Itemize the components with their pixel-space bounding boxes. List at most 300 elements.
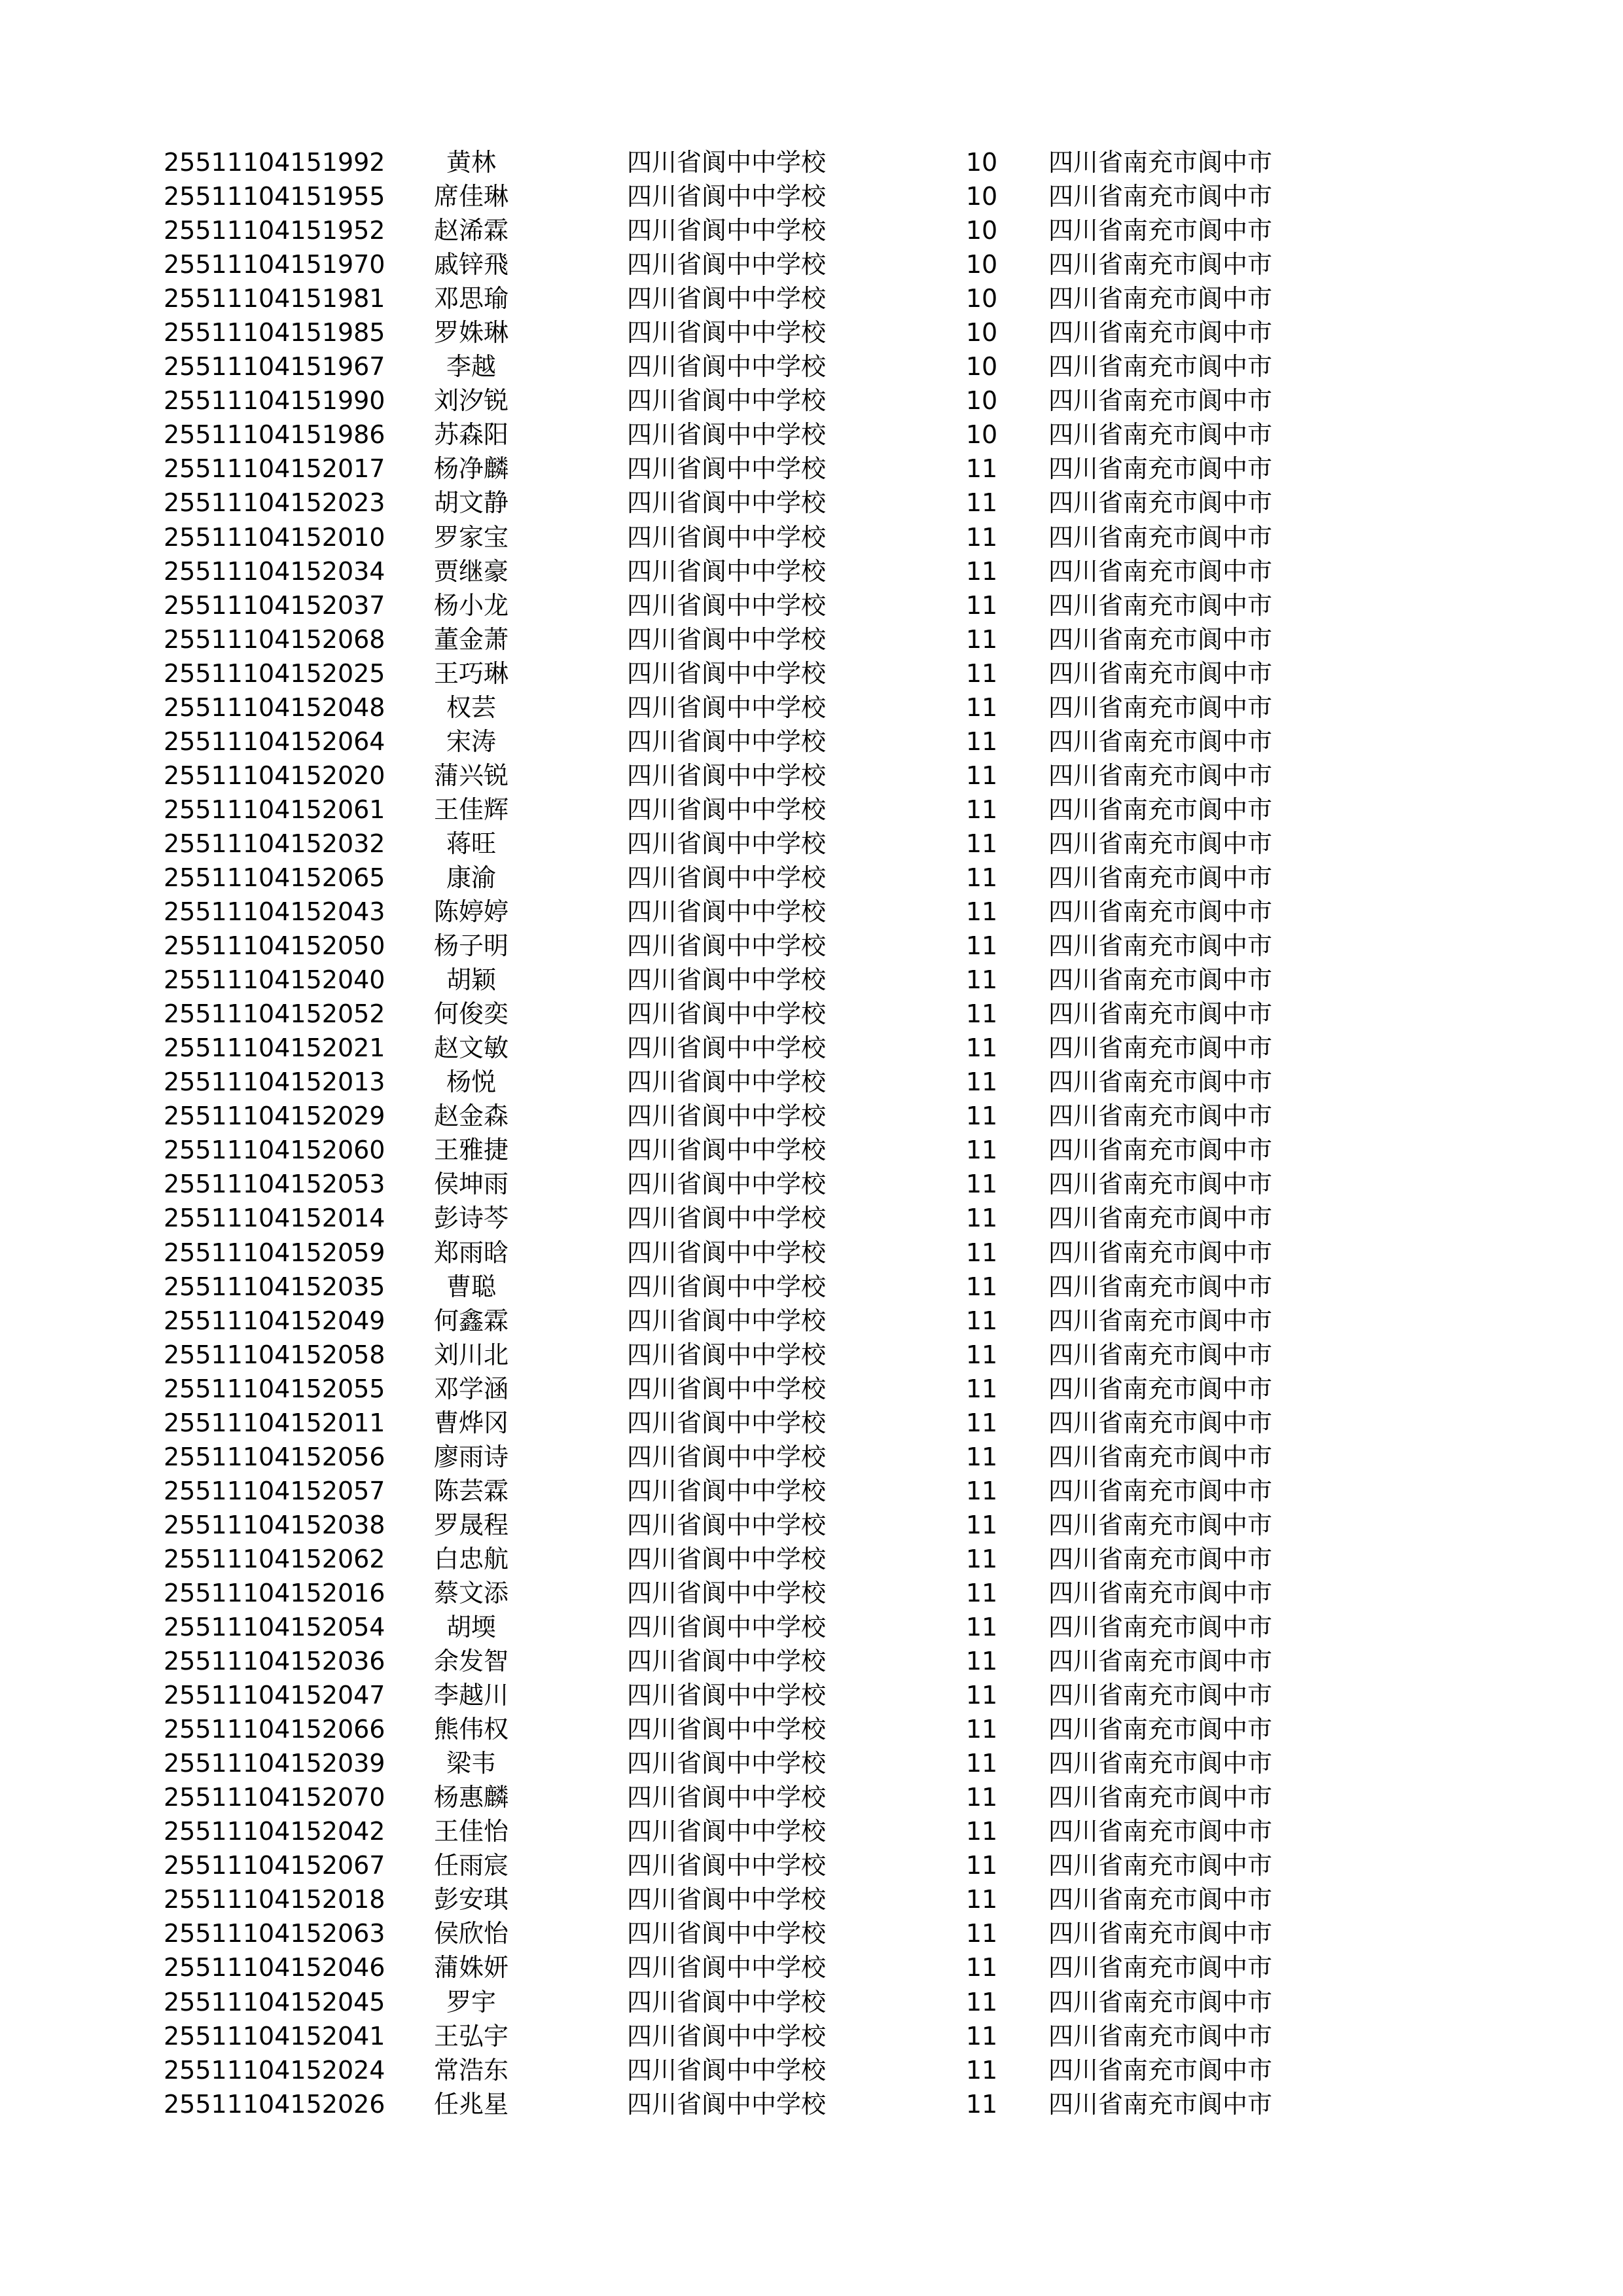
- candidate-id-cell: 25511104152052: [164, 999, 385, 1029]
- region-cell: 四川省南充市阆中市: [1048, 1749, 1273, 1778]
- table-row: [0, 793, 1623, 827]
- table-row: [0, 486, 1623, 520]
- grade-cell: 11: [965, 1170, 998, 1199]
- region-cell: 四川省南充市阆中市: [1048, 1578, 1273, 1607]
- table-row: [0, 145, 1623, 179]
- candidate-id-cell: 25511104152062: [164, 1544, 385, 1573]
- candidate-id-cell: 25511104151955: [164, 182, 385, 211]
- table-row: [0, 1099, 1623, 1133]
- grade-cell: 11: [965, 1715, 998, 1744]
- table-row: [0, 179, 1623, 213]
- candidate-id-cell: 25511104152056: [164, 1442, 385, 1471]
- student-name-cell: 赵金森: [433, 1102, 508, 1131]
- candidate-id-cell: 25511104152058: [164, 1340, 385, 1369]
- student-name-cell: 罗姝琳: [433, 318, 508, 348]
- student-name-cell: 胡文静: [433, 488, 508, 518]
- candidate-id-cell: 25511104152053: [164, 1170, 385, 1199]
- grade-cell: 11: [965, 1374, 998, 1403]
- region-cell: 四川省南充市阆中市: [1048, 1851, 1273, 1880]
- table-row: [0, 1644, 1623, 1678]
- region-cell: 四川省南充市阆中市: [1048, 1033, 1273, 1063]
- candidate-id-cell: 25511104152070: [164, 1783, 385, 1812]
- student-name-cell: 权芸: [446, 692, 496, 722]
- grade-cell: 11: [965, 1783, 998, 1812]
- school-cell: 四川省阆中中学校: [627, 1681, 827, 1710]
- grade-cell: 11: [965, 1851, 998, 1880]
- candidate-id-cell: 25511104152013: [164, 1067, 385, 1097]
- candidate-id-cell: 25511104152046: [164, 1953, 385, 1982]
- candidate-id-cell: 25511104151952: [164, 216, 385, 245]
- student-name-cell: 侯坤雨: [433, 1170, 508, 1199]
- region-cell: 四川省南充市阆中市: [1048, 1817, 1273, 1846]
- student-name-cell: 赵浠霖: [433, 216, 508, 245]
- region-cell: 四川省南充市阆中市: [1048, 1102, 1273, 1131]
- table-row: [0, 1542, 1623, 1576]
- grade-cell: 11: [965, 897, 998, 927]
- school-cell: 四川省阆中中学校: [627, 1715, 827, 1744]
- table-row: [0, 1133, 1623, 1167]
- region-cell: 四川省南充市阆中市: [1048, 488, 1273, 518]
- table-row: [0, 827, 1623, 861]
- table-row: [0, 2019, 1623, 2053]
- grade-cell: 11: [965, 1953, 998, 1982]
- student-name-cell: 康渝: [446, 863, 496, 892]
- student-name-cell: 陈芸霖: [433, 1476, 508, 1505]
- table-row: [0, 1338, 1623, 1372]
- grade-cell: 11: [965, 1033, 998, 1063]
- school-cell: 四川省阆中中学校: [627, 1442, 827, 1471]
- candidate-id-cell: 25511104152026: [164, 2089, 385, 2119]
- grade-cell: 11: [965, 1238, 998, 1267]
- school-cell: 四川省阆中中学校: [627, 1613, 827, 1642]
- table-row: [0, 1474, 1623, 1508]
- student-name-cell: 郑雨晗: [433, 1238, 508, 1267]
- candidate-id-cell: 25511104152063: [164, 1919, 385, 1948]
- school-cell: 四川省阆中中学校: [627, 1578, 827, 1607]
- grade-cell: 11: [965, 1681, 998, 1710]
- candidate-id-cell: 25511104152039: [164, 1749, 385, 1778]
- table-row: [0, 725, 1623, 759]
- school-cell: 四川省阆中中学校: [627, 1783, 827, 1812]
- candidate-id-cell: 25511104152064: [164, 726, 385, 756]
- region-cell: 四川省南充市阆中市: [1048, 420, 1273, 450]
- grade-cell: 10: [965, 386, 998, 416]
- grade-cell: 11: [965, 1442, 998, 1471]
- school-cell: 四川省阆中中学校: [627, 1238, 827, 1267]
- grade-cell: 11: [965, 931, 998, 961]
- candidate-id-cell: 25511104152036: [164, 1647, 385, 1676]
- table-row: [0, 759, 1623, 793]
- region-cell: 四川省南充市阆中市: [1048, 318, 1273, 348]
- student-name-cell: 贾继豪: [433, 556, 508, 586]
- student-name-cell: 罗宇: [446, 1987, 496, 2017]
- region-cell: 四川省南充市阆中市: [1048, 352, 1273, 382]
- grade-cell: 11: [965, 1272, 998, 1301]
- candidate-id-cell: 25511104152014: [164, 1204, 385, 1233]
- region-cell: 四川省南充市阆中市: [1048, 1408, 1273, 1437]
- school-cell: 四川省阆中中学校: [627, 897, 827, 927]
- candidate-id-cell: 25511104152010: [164, 522, 385, 552]
- school-cell: 四川省阆中中学校: [627, 454, 827, 484]
- student-name-cell: 王巧琳: [433, 658, 508, 688]
- grade-cell: 11: [965, 522, 998, 552]
- grade-cell: 11: [965, 829, 998, 858]
- candidate-id-cell: 25511104152054: [164, 1613, 385, 1642]
- school-cell: 四川省阆中中学校: [627, 250, 827, 279]
- region-cell: 四川省南充市阆中市: [1048, 522, 1273, 552]
- table-row: [0, 1270, 1623, 1304]
- candidate-id-cell: 25511104152049: [164, 1306, 385, 1335]
- region-cell: 四川省南充市阆中市: [1048, 965, 1273, 995]
- region-cell: 四川省南充市阆中市: [1048, 148, 1273, 177]
- school-cell: 四川省阆中中学校: [627, 863, 827, 892]
- school-cell: 四川省阆中中学校: [627, 1919, 827, 1948]
- school-cell: 四川省阆中中学校: [627, 1067, 827, 1097]
- table-row: [0, 1985, 1623, 2019]
- table-row: [0, 384, 1623, 418]
- table-row: [0, 2053, 1623, 2087]
- student-name-cell: 陈婷婷: [433, 897, 508, 927]
- grade-cell: 10: [965, 216, 998, 245]
- grade-cell: 11: [965, 1340, 998, 1369]
- student-name-cell: 杨悦: [446, 1067, 496, 1097]
- student-name-cell: 王佳辉: [433, 795, 508, 824]
- student-name-cell: 杨子明: [433, 931, 508, 961]
- student-name-cell: 戚锌飛: [433, 250, 508, 279]
- grade-cell: 11: [965, 1067, 998, 1097]
- candidate-id-cell: 25511104152055: [164, 1374, 385, 1403]
- region-cell: 四川省南充市阆中市: [1048, 999, 1273, 1029]
- region-cell: 四川省南充市阆中市: [1048, 692, 1273, 722]
- student-name-cell: 苏森阳: [433, 420, 508, 450]
- grade-cell: 11: [965, 965, 998, 995]
- school-cell: 四川省阆中中学校: [627, 522, 827, 552]
- region-cell: 四川省南充市阆中市: [1048, 931, 1273, 961]
- student-name-cell: 任兆星: [433, 2089, 508, 2119]
- grade-cell: 11: [965, 863, 998, 892]
- table-row: [0, 622, 1623, 656]
- grade-cell: 11: [965, 1749, 998, 1778]
- candidate-id-cell: 25511104152025: [164, 658, 385, 688]
- grade-cell: 11: [965, 761, 998, 790]
- table-row: [0, 1848, 1623, 1882]
- table-row: [0, 1576, 1623, 1610]
- table-row: [0, 895, 1623, 929]
- student-name-cell: 何鑫霖: [433, 1306, 508, 1335]
- grade-cell: 11: [965, 1476, 998, 1505]
- grade-cell: 11: [965, 2089, 998, 2119]
- table-row: [0, 997, 1623, 1031]
- region-cell: 四川省南充市阆中市: [1048, 1067, 1273, 1097]
- grade-cell: 11: [965, 556, 998, 586]
- grade-cell: 11: [965, 658, 998, 688]
- candidate-id-cell: 25511104152035: [164, 1272, 385, 1301]
- school-cell: 四川省阆中中学校: [627, 1953, 827, 1982]
- school-cell: 四川省阆中中学校: [627, 216, 827, 245]
- region-cell: 四川省南充市阆中市: [1048, 1783, 1273, 1812]
- grade-cell: 11: [965, 1613, 998, 1642]
- candidate-id-cell: 25511104151985: [164, 318, 385, 348]
- school-cell: 四川省阆中中学校: [627, 1851, 827, 1880]
- student-name-cell: 王佳怡: [433, 1817, 508, 1846]
- grade-cell: 11: [965, 1817, 998, 1846]
- region-cell: 四川省南充市阆中市: [1048, 284, 1273, 314]
- table-row: [0, 315, 1623, 350]
- table-row: [0, 520, 1623, 554]
- region-cell: 四川省南充市阆中市: [1048, 1238, 1273, 1267]
- grade-cell: 10: [965, 182, 998, 211]
- table-row: [0, 963, 1623, 997]
- grade-cell: 10: [965, 284, 998, 314]
- school-cell: 四川省阆中中学校: [627, 556, 827, 586]
- grade-cell: 11: [965, 726, 998, 756]
- candidate-id-cell: 25511104152040: [164, 965, 385, 995]
- table-row: [0, 861, 1623, 895]
- school-cell: 四川省阆中中学校: [627, 590, 827, 620]
- table-row: [0, 1440, 1623, 1474]
- student-name-cell: 蒲姝妍: [433, 1953, 508, 1982]
- table-row: [0, 1304, 1623, 1338]
- region-cell: 四川省南充市阆中市: [1048, 1340, 1273, 1369]
- region-cell: 四川省南充市阆中市: [1048, 1681, 1273, 1710]
- student-name-cell: 邓学涵: [433, 1374, 508, 1403]
- candidate-id-cell: 25511104152061: [164, 795, 385, 824]
- table-row: [0, 929, 1623, 963]
- region-cell: 四川省南充市阆中市: [1048, 624, 1273, 654]
- school-cell: 四川省阆中中学校: [627, 1987, 827, 2017]
- region-cell: 四川省南充市阆中市: [1048, 897, 1273, 927]
- student-name-cell: 杨小龙: [433, 590, 508, 620]
- region-cell: 四川省南充市阆中市: [1048, 1613, 1273, 1642]
- region-cell: 四川省南充市阆中市: [1048, 1885, 1273, 1914]
- candidate-id-cell: 25511104151992: [164, 148, 385, 177]
- table-row: [0, 1372, 1623, 1406]
- school-cell: 四川省阆中中学校: [627, 692, 827, 722]
- student-name-cell: 杨净麟: [433, 454, 508, 484]
- student-name-cell: 曹聪: [446, 1272, 496, 1301]
- table-row: [0, 452, 1623, 486]
- school-cell: 四川省阆中中学校: [627, 795, 827, 824]
- school-cell: 四川省阆中中学校: [627, 1647, 827, 1676]
- student-name-cell: 席佳琳: [433, 182, 508, 211]
- candidate-id-cell: 25511104152065: [164, 863, 385, 892]
- table-row: [0, 1746, 1623, 1780]
- region-cell: 四川省南充市阆中市: [1048, 2021, 1273, 2051]
- grade-cell: 11: [965, 795, 998, 824]
- school-cell: 四川省阆中中学校: [627, 1033, 827, 1063]
- table-row: [0, 1678, 1623, 1712]
- candidate-id-cell: 25511104152024: [164, 2055, 385, 2085]
- student-name-cell: 罗晟程: [433, 1510, 508, 1539]
- student-name-cell: 曹烨冈: [433, 1408, 508, 1437]
- grade-cell: 11: [965, 1510, 998, 1539]
- grade-cell: 11: [965, 488, 998, 518]
- table-row: [0, 1950, 1623, 1984]
- candidate-id-cell: 25511104152068: [164, 624, 385, 654]
- grade-cell: 11: [965, 590, 998, 620]
- school-cell: 四川省阆中中学校: [627, 1340, 827, 1369]
- school-cell: 四川省阆中中学校: [627, 488, 827, 518]
- table-row: [0, 1031, 1623, 1065]
- grade-cell: 11: [965, 2055, 998, 2085]
- region-cell: 四川省南充市阆中市: [1048, 2055, 1273, 2085]
- student-name-cell: 蒲兴锐: [433, 761, 508, 790]
- grade-cell: 11: [965, 1306, 998, 1335]
- candidate-id-cell: 25511104152041: [164, 2021, 385, 2051]
- region-cell: 四川省南充市阆中市: [1048, 1136, 1273, 1165]
- table-row: [0, 350, 1623, 384]
- candidate-id-cell: 25511104152057: [164, 1476, 385, 1505]
- table-row: [0, 1780, 1623, 1814]
- student-name-cell: 梁韦: [446, 1749, 496, 1778]
- student-name-cell: 常浩东: [433, 2055, 508, 2085]
- table-row: [0, 1167, 1623, 1201]
- school-cell: 四川省阆中中学校: [627, 2021, 827, 2051]
- table-row: [0, 1916, 1623, 1950]
- table-row: [0, 247, 1623, 281]
- region-cell: 四川省南充市阆中市: [1048, 216, 1273, 245]
- candidate-id-cell: 25511104152047: [164, 1681, 385, 1710]
- school-cell: 四川省阆中中学校: [627, 999, 827, 1029]
- school-cell: 四川省阆中中学校: [627, 1374, 827, 1403]
- table-row: [0, 691, 1623, 725]
- school-cell: 四川省阆中中学校: [627, 965, 827, 995]
- school-cell: 四川省阆中中学校: [627, 318, 827, 348]
- candidate-id-cell: 25511104152021: [164, 1033, 385, 1063]
- region-cell: 四川省南充市阆中市: [1048, 1272, 1273, 1301]
- region-cell: 四川省南充市阆中市: [1048, 556, 1273, 586]
- candidate-id-cell: 25511104152020: [164, 761, 385, 790]
- grade-cell: 11: [965, 1987, 998, 2017]
- school-cell: 四川省阆中中学校: [627, 1544, 827, 1573]
- region-cell: 四川省南充市阆中市: [1048, 1510, 1273, 1539]
- region-cell: 四川省南充市阆中市: [1048, 1544, 1273, 1573]
- grade-cell: 11: [965, 999, 998, 1029]
- table-row: [0, 1610, 1623, 1644]
- region-cell: 四川省南充市阆中市: [1048, 863, 1273, 892]
- school-cell: 四川省阆中中学校: [627, 931, 827, 961]
- candidate-id-cell: 25511104152042: [164, 1817, 385, 1846]
- candidate-id-cell: 25511104152038: [164, 1510, 385, 1539]
- table-row: [0, 1201, 1623, 1235]
- region-cell: 四川省南充市阆中市: [1048, 2089, 1273, 2119]
- school-cell: 四川省阆中中学校: [627, 658, 827, 688]
- region-cell: 四川省南充市阆中市: [1048, 1442, 1273, 1471]
- school-cell: 四川省阆中中学校: [627, 1204, 827, 1233]
- table-row: [0, 213, 1623, 247]
- student-name-cell: 胡堧: [446, 1613, 496, 1642]
- region-cell: 四川省南充市阆中市: [1048, 829, 1273, 858]
- school-cell: 四川省阆中中学校: [627, 726, 827, 756]
- school-cell: 四川省阆中中学校: [627, 1749, 827, 1778]
- student-name-cell: 何俊奕: [433, 999, 508, 1029]
- student-name-cell: 彭安琪: [433, 1885, 508, 1914]
- student-name-cell: 董金萧: [433, 624, 508, 654]
- candidate-id-cell: 25511104152016: [164, 1578, 385, 1607]
- candidate-id-cell: 25511104152048: [164, 692, 385, 722]
- region-cell: 四川省南充市阆中市: [1048, 1953, 1273, 1982]
- region-cell: 四川省南充市阆中市: [1048, 761, 1273, 790]
- region-cell: 四川省南充市阆中市: [1048, 1306, 1273, 1335]
- table-row: [0, 554, 1623, 588]
- student-name-cell: 王弘宇: [433, 2021, 508, 2051]
- table-row: [0, 1814, 1623, 1848]
- grade-cell: 10: [965, 420, 998, 450]
- school-cell: 四川省阆中中学校: [627, 1272, 827, 1301]
- grade-cell: 10: [965, 318, 998, 348]
- school-cell: 四川省阆中中学校: [627, 1885, 827, 1914]
- school-cell: 四川省阆中中学校: [627, 420, 827, 450]
- candidate-id-cell: 25511104152037: [164, 590, 385, 620]
- grade-cell: 11: [965, 1102, 998, 1131]
- candidate-id-cell: 25511104151970: [164, 250, 385, 279]
- grade-cell: 10: [965, 148, 998, 177]
- student-name-cell: 胡颖: [446, 965, 496, 995]
- region-cell: 四川省南充市阆中市: [1048, 795, 1273, 824]
- grade-cell: 11: [965, 692, 998, 722]
- candidate-id-cell: 25511104151986: [164, 420, 385, 450]
- school-cell: 四川省阆中中学校: [627, 284, 827, 314]
- student-name-cell: 杨惠麟: [433, 1783, 508, 1812]
- student-name-cell: 赵文敏: [433, 1033, 508, 1063]
- school-cell: 四川省阆中中学校: [627, 1476, 827, 1505]
- student-name-cell: 任雨宸: [433, 1851, 508, 1880]
- candidate-id-cell: 25511104151967: [164, 352, 385, 382]
- school-cell: 四川省阆中中学校: [627, 829, 827, 858]
- student-name-cell: 黄林: [446, 148, 496, 177]
- school-cell: 四川省阆中中学校: [627, 1510, 827, 1539]
- school-cell: 四川省阆中中学校: [627, 1306, 827, 1335]
- candidate-id-cell: 25511104152029: [164, 1102, 385, 1131]
- student-name-cell: 李越: [446, 352, 496, 382]
- region-cell: 四川省南充市阆中市: [1048, 1170, 1273, 1199]
- student-name-cell: 李越川: [433, 1681, 508, 1710]
- school-cell: 四川省阆中中学校: [627, 761, 827, 790]
- grade-cell: 11: [965, 2021, 998, 2051]
- table-row: [0, 1712, 1623, 1746]
- grade-cell: 11: [965, 1919, 998, 1948]
- candidate-id-cell: 25511104151990: [164, 386, 385, 416]
- school-cell: 四川省阆中中学校: [627, 1817, 827, 1846]
- student-name-cell: 余发智: [433, 1647, 508, 1676]
- candidate-id-cell: 25511104152023: [164, 488, 385, 518]
- school-cell: 四川省阆中中学校: [627, 1136, 827, 1165]
- grade-cell: 11: [965, 1578, 998, 1607]
- region-cell: 四川省南充市阆中市: [1048, 454, 1273, 484]
- table-row: [0, 588, 1623, 622]
- region-cell: 四川省南充市阆中市: [1048, 1374, 1273, 1403]
- grade-cell: 11: [965, 1647, 998, 1676]
- grade-cell: 10: [965, 250, 998, 279]
- table-row: [0, 1406, 1623, 1440]
- student-name-cell: 邓思瑜: [433, 284, 508, 314]
- region-cell: 四川省南充市阆中市: [1048, 1204, 1273, 1233]
- region-cell: 四川省南充市阆中市: [1048, 590, 1273, 620]
- table-row: [0, 1508, 1623, 1542]
- grade-cell: 10: [965, 352, 998, 382]
- region-cell: 四川省南充市阆中市: [1048, 182, 1273, 211]
- student-name-cell: 白忠航: [433, 1544, 508, 1573]
- candidate-id-cell: 25511104152050: [164, 931, 385, 961]
- candidate-id-cell: 25511104152011: [164, 1408, 385, 1437]
- student-name-cell: 侯欣怡: [433, 1919, 508, 1948]
- region-cell: 四川省南充市阆中市: [1048, 658, 1273, 688]
- student-name-cell: 宋涛: [446, 726, 496, 756]
- school-cell: 四川省阆中中学校: [627, 1408, 827, 1437]
- region-cell: 四川省南充市阆中市: [1048, 250, 1273, 279]
- table-row: [0, 656, 1623, 691]
- candidate-id-cell: 25511104152032: [164, 829, 385, 858]
